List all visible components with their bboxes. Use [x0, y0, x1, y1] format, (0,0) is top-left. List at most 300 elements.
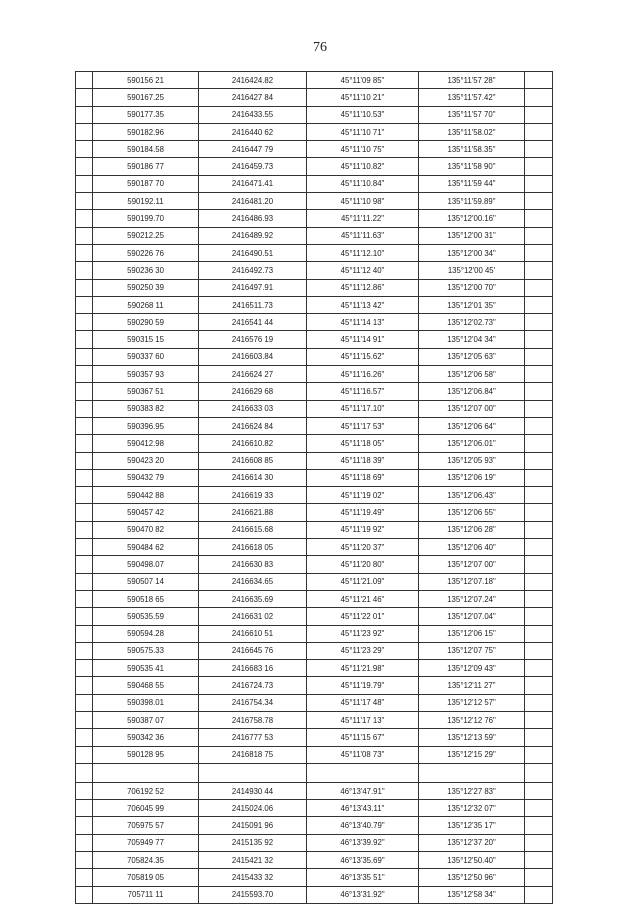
longitude-cell: 135°12'06 64": [419, 417, 525, 434]
longitude-cell: 135°12'13 59": [419, 729, 525, 746]
latitude-cell: 45°11'10.84": [307, 175, 419, 192]
margin-cell: [76, 521, 93, 538]
x-coordinate-cell: 590226 76: [93, 244, 199, 261]
margin-cell: [76, 886, 93, 903]
latitude-cell: 45°11'10 98": [307, 193, 419, 210]
y-coordinate-cell: 2416633 03: [199, 400, 307, 417]
coordinates-table: [75, 71, 553, 904]
y-coordinate-cell: 2414930 44: [199, 782, 307, 799]
y-coordinate-cell: [199, 763, 307, 782]
extra-cell: [525, 262, 553, 279]
extra-cell: [525, 504, 553, 521]
latitude-cell: 45°11'11.22": [307, 210, 419, 227]
latitude-cell: 45°11'10 71": [307, 123, 419, 140]
table-row: [76, 800, 553, 817]
y-coordinate-cell: 2416490.51: [199, 244, 307, 261]
longitude-cell: 135°12'01 35": [419, 296, 525, 313]
x-coordinate-cell: 590398.01: [93, 694, 199, 711]
extra-cell: [525, 141, 553, 158]
y-coordinate-cell: 2416645 76: [199, 642, 307, 659]
table-row: [76, 400, 553, 417]
latitude-cell: 45°11'14 13": [307, 314, 419, 331]
latitude-cell: 46°13'35.69": [307, 852, 419, 869]
x-coordinate-cell: 590484 62: [93, 539, 199, 556]
margin-cell: [76, 782, 93, 799]
latitude-cell: 45°11'17 48": [307, 694, 419, 711]
table-row: [76, 677, 553, 694]
margin-cell: [76, 452, 93, 469]
longitude-cell: 135°12'12 57": [419, 694, 525, 711]
extra-cell: [525, 366, 553, 383]
x-coordinate-cell: 590192.11: [93, 193, 199, 210]
latitude-cell: 45°11'12 40": [307, 262, 419, 279]
y-coordinate-cell: 2415091 96: [199, 817, 307, 834]
y-coordinate-cell: 2416634.65: [199, 573, 307, 590]
margin-cell: [76, 123, 93, 140]
table-row: [76, 573, 553, 590]
table-row: [76, 141, 553, 158]
extra-cell: [525, 782, 553, 799]
longitude-cell: 135°12'00 31": [419, 227, 525, 244]
longitude-cell: 135°12'06 55": [419, 504, 525, 521]
table-row: [76, 366, 553, 383]
margin-cell: [76, 573, 93, 590]
x-coordinate-cell: 590357 93: [93, 366, 199, 383]
page-number: 76: [313, 40, 327, 55]
margin-cell: [76, 504, 93, 521]
longitude-cell: 135°11'57 28": [419, 72, 525, 89]
latitude-cell: 45°11'19.49": [307, 504, 419, 521]
latitude-cell: 45°11'12.10": [307, 244, 419, 261]
table-row: [76, 227, 553, 244]
extra-cell: [525, 869, 553, 886]
longitude-cell: 135°12'58 34": [419, 886, 525, 903]
margin-cell: [76, 279, 93, 296]
extra-cell: [525, 608, 553, 625]
y-coordinate-cell: 2416576 19: [199, 331, 307, 348]
margin-cell: [76, 746, 93, 763]
y-coordinate-cell: 2416610 51: [199, 625, 307, 642]
y-coordinate-cell: 2416758.78: [199, 711, 307, 728]
y-coordinate-cell: 2416424.82: [199, 72, 307, 89]
table-row: [76, 817, 553, 834]
longitude-cell: 135°12'06.43": [419, 487, 525, 504]
margin-cell: [76, 262, 93, 279]
margin-cell: [76, 608, 93, 625]
x-coordinate-cell: 590432 79: [93, 469, 199, 486]
y-coordinate-cell: 2416497.91: [199, 279, 307, 296]
extra-cell: [525, 625, 553, 642]
extra-cell: [525, 521, 553, 538]
longitude-cell: 135°12'05 63": [419, 348, 525, 365]
extra-cell: [525, 677, 553, 694]
table-row: [76, 711, 553, 728]
y-coordinate-cell: 2416621.88: [199, 504, 307, 521]
extra-cell: [525, 590, 553, 607]
latitude-cell: 45°11'10 75": [307, 141, 419, 158]
extra-cell: [525, 435, 553, 452]
margin-cell: [76, 800, 93, 817]
table-row: [76, 556, 553, 573]
margin-cell: [76, 72, 93, 89]
longitude-cell: 135°12'06.01": [419, 435, 525, 452]
table-row: [76, 834, 553, 851]
table-row: [76, 487, 553, 504]
x-coordinate-cell: 590184.58: [93, 141, 199, 158]
x-coordinate-cell: 590128 95: [93, 746, 199, 763]
extra-cell: [525, 400, 553, 417]
longitude-cell: 135°12'07.04": [419, 608, 525, 625]
extra-cell: [525, 193, 553, 210]
longitude-cell: 135°11'59.89": [419, 193, 525, 210]
margin-cell: [76, 834, 93, 851]
y-coordinate-cell: 2416818 75: [199, 746, 307, 763]
y-coordinate-cell: 2416486.93: [199, 210, 307, 227]
latitude-cell: 45°11'18 69": [307, 469, 419, 486]
x-coordinate-cell: [93, 763, 199, 782]
y-coordinate-cell: 2416492.73: [199, 262, 307, 279]
extra-cell: [525, 852, 553, 869]
longitude-cell: 135°12'09 43": [419, 660, 525, 677]
table-row: [76, 158, 553, 175]
extra-cell: [525, 227, 553, 244]
extra-cell: [525, 417, 553, 434]
longitude-cell: 135°12'50 96": [419, 869, 525, 886]
margin-cell: [76, 296, 93, 313]
extra-cell: [525, 694, 553, 711]
x-coordinate-cell: 590396.95: [93, 417, 199, 434]
latitude-cell: 45°11'21 46": [307, 590, 419, 607]
table-row: [76, 244, 553, 261]
table-row: [76, 452, 553, 469]
longitude-cell: 135°12'06 40": [419, 539, 525, 556]
extra-cell: [525, 296, 553, 313]
table-row: [76, 625, 553, 642]
latitude-cell: 45°11'09 85": [307, 72, 419, 89]
x-coordinate-cell: 705949 77: [93, 834, 199, 851]
latitude-cell: 45°11'23 92": [307, 625, 419, 642]
table-row: [76, 435, 553, 452]
latitude-cell: 46°13'31.92": [307, 886, 419, 903]
x-coordinate-cell: 590187 70: [93, 175, 199, 192]
margin-cell: [76, 227, 93, 244]
latitude-cell: 46°13'39.92": [307, 834, 419, 851]
y-coordinate-cell: 2415593.70: [199, 886, 307, 903]
latitude-cell: 45°11'13 42": [307, 296, 419, 313]
margin-cell: [76, 331, 93, 348]
x-coordinate-cell: 590535 41: [93, 660, 199, 677]
extra-cell: [525, 123, 553, 140]
margin-cell: [76, 469, 93, 486]
x-coordinate-cell: 590250 39: [93, 279, 199, 296]
x-coordinate-cell: 590199.70: [93, 210, 199, 227]
y-coordinate-cell: 2416614 30: [199, 469, 307, 486]
longitude-cell: 135°12'37 20": [419, 834, 525, 851]
y-coordinate-cell: 2416511.73: [199, 296, 307, 313]
margin-cell: [76, 763, 93, 782]
y-coordinate-cell: 2415135 92: [199, 834, 307, 851]
latitude-cell: 45°11'18 05": [307, 435, 419, 452]
table-row: [76, 417, 553, 434]
extra-cell: [525, 175, 553, 192]
y-coordinate-cell: 2416433.55: [199, 106, 307, 123]
x-coordinate-cell: 590182.96: [93, 123, 199, 140]
table-row: [76, 123, 553, 140]
x-coordinate-cell: 705711 11: [93, 886, 199, 903]
x-coordinate-cell: 590156 21: [93, 72, 199, 89]
table-row: [76, 106, 553, 123]
x-coordinate-cell: 590268 11: [93, 296, 199, 313]
x-coordinate-cell: 706045 99: [93, 800, 199, 817]
x-coordinate-cell: 590507 14: [93, 573, 199, 590]
x-coordinate-cell: 590387 07: [93, 711, 199, 728]
blank-row: [76, 763, 553, 782]
longitude-cell: 135°12'00 45': [419, 262, 525, 279]
x-coordinate-cell: 590236 30: [93, 262, 199, 279]
latitude-cell: 45°11'19.79": [307, 677, 419, 694]
y-coordinate-cell: 2416724.73: [199, 677, 307, 694]
longitude-cell: 135°12'05 93": [419, 452, 525, 469]
margin-cell: [76, 869, 93, 886]
latitude-cell: 46°13'47.91": [307, 782, 419, 799]
table-row: [76, 72, 553, 89]
y-coordinate-cell: 2416447 79: [199, 141, 307, 158]
longitude-cell: 135°11'58 90": [419, 158, 525, 175]
table-row: [76, 279, 553, 296]
extra-cell: [525, 729, 553, 746]
x-coordinate-cell: 590342 36: [93, 729, 199, 746]
table-row: [76, 383, 553, 400]
longitude-cell: 135°12'07.18": [419, 573, 525, 590]
extra-cell: [525, 89, 553, 106]
margin-cell: [76, 539, 93, 556]
longitude-cell: 135°11'58.02": [419, 123, 525, 140]
y-coordinate-cell: 2415421 32: [199, 852, 307, 869]
extra-cell: [525, 556, 553, 573]
latitude-cell: 46°13'40.79": [307, 817, 419, 834]
x-coordinate-cell: 590594.28: [93, 625, 199, 642]
y-coordinate-cell: 2416624 84: [199, 417, 307, 434]
latitude-cell: 45°11'15.62": [307, 348, 419, 365]
margin-cell: [76, 193, 93, 210]
extra-cell: [525, 314, 553, 331]
extra-cell: [525, 452, 553, 469]
y-coordinate-cell: 2416635.69: [199, 590, 307, 607]
longitude-cell: 135°12'07.24": [419, 590, 525, 607]
latitude-cell: 45°11'12.86": [307, 279, 419, 296]
x-coordinate-cell: 590167.25: [93, 89, 199, 106]
margin-cell: [76, 817, 93, 834]
longitude-cell: 135°12'27 83": [419, 782, 525, 799]
latitude-cell: 45°11'08 73": [307, 746, 419, 763]
x-coordinate-cell: 705819 05: [93, 869, 199, 886]
table-row: [76, 590, 553, 607]
longitude-cell: 135°12'04 34": [419, 331, 525, 348]
table-row: [76, 348, 553, 365]
longitude-cell: 135°12'15 29": [419, 746, 525, 763]
x-coordinate-cell: 705824.35: [93, 852, 199, 869]
latitude-cell: 45°11'21.09": [307, 573, 419, 590]
x-coordinate-cell: 590470 82: [93, 521, 199, 538]
margin-cell: [76, 89, 93, 106]
longitude-cell: 135°12'12 76": [419, 711, 525, 728]
margin-cell: [76, 366, 93, 383]
latitude-cell: 45°11'23 29": [307, 642, 419, 659]
y-coordinate-cell: 2416683 16: [199, 660, 307, 677]
table-row: [76, 262, 553, 279]
y-coordinate-cell: 2415433 32: [199, 869, 307, 886]
y-coordinate-cell: 2416630 83: [199, 556, 307, 573]
table-row: [76, 193, 553, 210]
y-coordinate-cell: 2416615.68: [199, 521, 307, 538]
latitude-cell: 45°11'22 01": [307, 608, 419, 625]
y-coordinate-cell: 2416754.34: [199, 694, 307, 711]
latitude-cell: 45°11'14 91": [307, 331, 419, 348]
table-row: [76, 504, 553, 521]
x-coordinate-cell: 590423 20: [93, 452, 199, 469]
latitude-cell: 45°11'10.82": [307, 158, 419, 175]
x-coordinate-cell: 590383 82: [93, 400, 199, 417]
table-row: [76, 869, 553, 886]
table-row: [76, 539, 553, 556]
extra-cell: [525, 158, 553, 175]
table-row: [76, 782, 553, 799]
latitude-cell: 45°11'19 02": [307, 487, 419, 504]
y-coordinate-cell: 2416631 02: [199, 608, 307, 625]
table-row: [76, 660, 553, 677]
x-coordinate-cell: 590535.59: [93, 608, 199, 625]
table-row: [76, 694, 553, 711]
margin-cell: [76, 175, 93, 192]
latitude-cell: 46°13'43.11": [307, 800, 419, 817]
x-coordinate-cell: 590412.98: [93, 435, 199, 452]
table-row: [76, 469, 553, 486]
x-coordinate-cell: 590442 88: [93, 487, 199, 504]
margin-cell: [76, 556, 93, 573]
extra-cell: [525, 331, 553, 348]
latitude-cell: 45°11'16.26": [307, 366, 419, 383]
x-coordinate-cell: 590315 15: [93, 331, 199, 348]
margin-cell: [76, 625, 93, 642]
y-coordinate-cell: 2416489.92: [199, 227, 307, 244]
x-coordinate-cell: 590457 42: [93, 504, 199, 521]
table-row: [76, 746, 553, 763]
latitude-cell: 45°11'15 67": [307, 729, 419, 746]
table-row: [76, 729, 553, 746]
extra-cell: [525, 834, 553, 851]
longitude-cell: 135°12'02.73": [419, 314, 525, 331]
longitude-cell: 135°12'11 27": [419, 677, 525, 694]
extra-cell: [525, 746, 553, 763]
latitude-cell: 45°11'10.53": [307, 106, 419, 123]
extra-cell: [525, 244, 553, 261]
x-coordinate-cell: 590212.25: [93, 227, 199, 244]
extra-cell: [525, 800, 553, 817]
longitude-cell: [419, 763, 525, 782]
longitude-cell: 135°11'57 70": [419, 106, 525, 123]
longitude-cell: 135°12'06 15": [419, 625, 525, 642]
margin-cell: [76, 711, 93, 728]
extra-cell: [525, 106, 553, 123]
extra-cell: [525, 469, 553, 486]
extra-cell: [525, 487, 553, 504]
longitude-cell: 135°12'06 28": [419, 521, 525, 538]
margin-cell: [76, 141, 93, 158]
table-row: [76, 642, 553, 659]
y-coordinate-cell: 2416618 05: [199, 539, 307, 556]
longitude-cell: 135°12'07 00": [419, 400, 525, 417]
table-row: [76, 521, 553, 538]
latitude-cell: 45°11'21.98": [307, 660, 419, 677]
x-coordinate-cell: 590498.07: [93, 556, 199, 573]
y-coordinate-cell: 2416440 62: [199, 123, 307, 140]
latitude-cell: 45°11'18 39": [307, 452, 419, 469]
y-coordinate-cell: 2416629 68: [199, 383, 307, 400]
x-coordinate-cell: 590290 59: [93, 314, 199, 331]
longitude-cell: 135°12'06 58": [419, 366, 525, 383]
y-coordinate-cell: 2416610.82: [199, 435, 307, 452]
longitude-cell: 135°12'00 34": [419, 244, 525, 261]
y-coordinate-cell: 2416608 85: [199, 452, 307, 469]
longitude-cell: 135°12'06.84": [419, 383, 525, 400]
latitude-cell: 45°11'17 53": [307, 417, 419, 434]
extra-cell: [525, 210, 553, 227]
y-coordinate-cell: 2416481.20: [199, 193, 307, 210]
margin-cell: [76, 487, 93, 504]
y-coordinate-cell: 2416624 27: [199, 366, 307, 383]
longitude-cell: 135°12'07 00": [419, 556, 525, 573]
longitude-cell: 135°12'00.16": [419, 210, 525, 227]
latitude-cell: 45°11'16.57": [307, 383, 419, 400]
y-coordinate-cell: 2415024.06: [199, 800, 307, 817]
margin-cell: [76, 417, 93, 434]
extra-cell: [525, 348, 553, 365]
y-coordinate-cell: 2416459.73: [199, 158, 307, 175]
latitude-cell: 45°11'19 92": [307, 521, 419, 538]
y-coordinate-cell: 2416427 84: [199, 89, 307, 106]
table-row: [76, 886, 553, 903]
table-row: [76, 852, 553, 869]
margin-cell: [76, 642, 93, 659]
latitude-cell: 45°11'17.10": [307, 400, 419, 417]
extra-cell: [525, 279, 553, 296]
latitude-cell: 45°11'17 13": [307, 711, 419, 728]
latitude-cell: 46°13'35 51": [307, 869, 419, 886]
longitude-cell: 135°12'00 70": [419, 279, 525, 296]
extra-cell: [525, 817, 553, 834]
x-coordinate-cell: 590367 51: [93, 383, 199, 400]
table-row: [76, 608, 553, 625]
y-coordinate-cell: 2416471.41: [199, 175, 307, 192]
latitude-cell: [307, 763, 419, 782]
extra-cell: [525, 886, 553, 903]
latitude-cell: 45°11'10 21": [307, 89, 419, 106]
x-coordinate-cell: 705975 57: [93, 817, 199, 834]
table-row: [76, 210, 553, 227]
margin-cell: [76, 435, 93, 452]
longitude-cell: 135°12'06 19": [419, 469, 525, 486]
extra-cell: [525, 539, 553, 556]
margin-cell: [76, 314, 93, 331]
longitude-cell: 135°12'50.40": [419, 852, 525, 869]
table-row: [76, 89, 553, 106]
latitude-cell: 45°11'20 37": [307, 539, 419, 556]
extra-cell: [525, 383, 553, 400]
x-coordinate-cell: 590337 60: [93, 348, 199, 365]
latitude-cell: 45°11'11.63": [307, 227, 419, 244]
margin-cell: [76, 660, 93, 677]
x-coordinate-cell: 590177.35: [93, 106, 199, 123]
